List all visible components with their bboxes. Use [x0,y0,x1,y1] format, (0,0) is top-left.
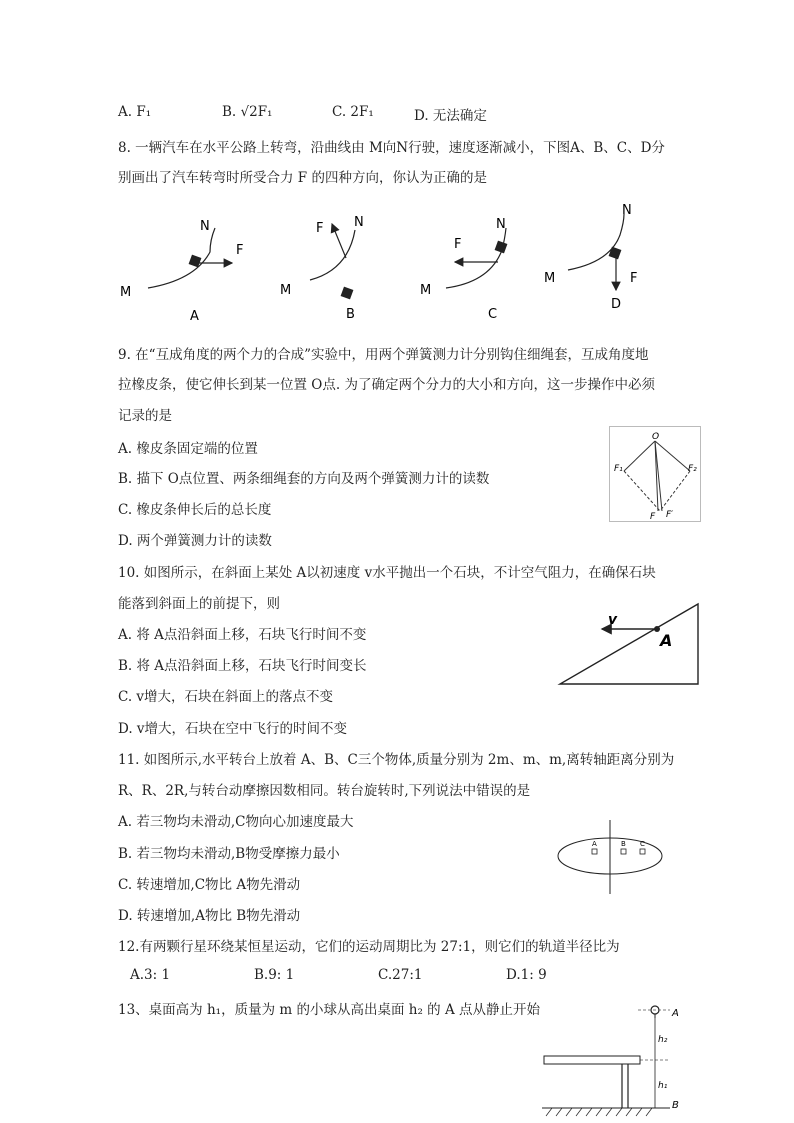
q8-b-f-label: F [316,221,324,236]
q8-a-m-label: M [120,285,132,300]
q13-a-label: A [672,1008,679,1019]
q8-panel-d [544,203,637,312]
q9-option-c: C. 橡皮条伸长后的总长度 [118,502,272,518]
q7-option-c: C. 2F₁ [332,104,374,120]
q8-c-caption: C [488,307,498,322]
q8-a-n-label: N [200,219,210,234]
q11-stem-line-1: 11. 如图所示,水平转台上放着 A、B、C三个物体,质量分别为 2m、m、m,离转轴距离分别为 [118,752,675,768]
q8-b-caption: B [346,307,355,322]
q12-option-b: B.9: 1 [254,967,295,983]
q8-b-n-label: N [354,215,364,230]
q10-option-d: D. v增大，石块在空中飞行的时间不变 [118,721,348,737]
q10-figure [556,600,702,688]
q11-figure [554,818,670,896]
q10-a-label: A [660,631,673,650]
q11-option-a: A. 若三物均未滑动,C物向心加速度最大 [118,814,354,830]
q9-option-b: B. 描下 O点位置、两条细绳套的方向及两个弹簧测力计的读数 [118,471,490,487]
q9-f-label: F [650,512,656,522]
q8-panel-c [420,217,507,322]
q9-fp-label: F′ [666,510,674,520]
q7-option-d: D. 无法确定 [414,108,487,124]
q10-option-a: A. 将 A点沿斜面上移，石块飞行时间不变 [118,627,367,643]
q12-option-c: C.27:1 [378,967,423,983]
q13-h2-label: h₂ [658,1035,668,1045]
q8-panel-a [120,219,243,324]
q10-option-b: B. 将 A点沿斜面上移，石块飞行时间变长 [118,658,367,674]
q9-stem-line-1: 9. 在“互成角度的两个力的合成”实验中，用两个弹簧测力计分别钩住细绳套，互成角度地 [118,347,649,363]
q9-stem-line-3: 记录的是 [118,408,172,424]
q8-stem-line-2: 别画出了汽车转弯时所受合力 F 的四种方向，你认为正确的是 [118,170,487,186]
q12-option-d: D.1: 9 [506,967,547,983]
q8-d-caption: D [611,297,622,312]
q10-stem-line-1: 10. 如图所示，在斜面上某处 A以初速度 v水平抛出一个石块，不计空气阻力，在确保石块 [118,565,656,581]
q9-f2-label: F₂ [688,464,697,474]
q8-stem-line-1: 8. 一辆汽车在水平公路上转弯，沿曲线由 M向N行驶，速度逐渐减小，下图A、B、C、D分 [118,140,665,156]
q7-option-a: A. F₁ [118,104,152,120]
q11-c-label: C [640,840,645,848]
q13-b-label: B [672,1100,679,1111]
q9-f1-label: F₁ [614,464,623,474]
q13-h1-label: h₁ [658,1081,668,1091]
q9-figure [609,426,701,522]
q7-option-b: B. √2F₁ [222,104,273,120]
q9-option-d: D. 两个弹簧测力计的读数 [118,533,272,549]
q8-b-m-label: M [280,283,292,298]
q8-a-caption: A [190,309,199,324]
q8-d-f-label: F [630,271,638,286]
q11-option-c: C. 转速增加,C物比 A物先滑动 [118,877,301,893]
q8-d-m-label: M [544,271,556,286]
q8-panel-b [280,215,364,322]
q9-o-label: O [652,432,660,442]
q11-stem-line-2: R、R、2R,与转台动摩擦因数相同。转台旋转时,下列说法中错误的是 [118,783,531,799]
q10-option-c: C. v增大，石块在斜面上的落点不变 [118,689,334,705]
q11-option-b: B. 若三物均未滑动,B物受摩擦力最小 [118,846,340,862]
q12-stem-line-1: 12.有两颗行星环绕某恒星运动，它们的运动周期比为 27:1，则它们的轨道半径比为 [118,939,620,955]
q9-stem-line-2: 拉橡皮条，使它伸长到某一位置 O点. 为了确定两个分力的大小和方向，这一步操作中必须 [118,377,655,393]
q10-v-label: v [608,612,618,628]
q9-option-a: A. 橡皮条固定端的位置 [118,441,258,457]
q13-stem-line-1: 13、桌面高为 h₁，质量为 m 的小球从高出桌面 h₂ 的 A 点从静止开始 [118,1002,540,1018]
q8-a-f-label: F [236,243,244,258]
q11-a-label: A [592,840,597,848]
q8-d-n-label: N [622,203,632,218]
q8-c-m-label: M [420,283,432,298]
q11-b-label: B [621,840,626,848]
q13-figure [540,1004,690,1120]
q8-c-f-label: F [454,237,462,252]
q8-figure [110,200,670,330]
q8-c-n-label: N [496,217,506,232]
q10-stem-line-2: 能落到斜面上的前提下，则 [118,596,280,612]
q11-option-d: D. 转速增加,A物比 B物先滑动 [118,908,301,924]
q12-option-a: A.3: 1 [130,967,171,983]
